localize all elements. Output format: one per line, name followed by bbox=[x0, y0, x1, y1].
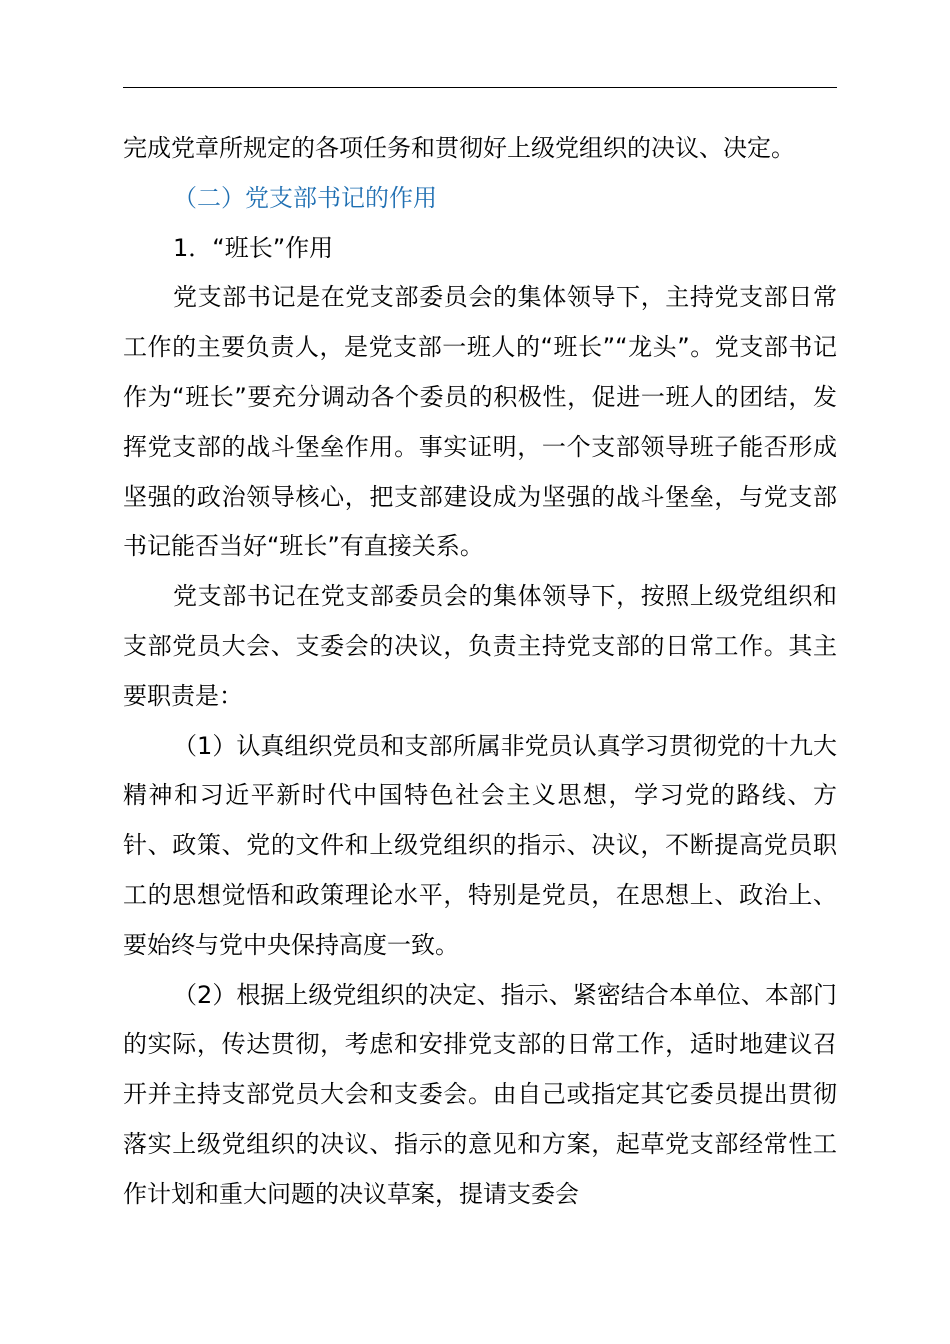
paragraph: 党支部书记在党支部委员会的集体领导下，按照上级党组织和支部党员大会、支委会的决议，负责主持党支部的日常工作。其主要职责是： bbox=[123, 582, 837, 710]
paragraph-continuation: 完成党章所规定的各项任务和贯彻好上级党组织的决议、决定。 bbox=[123, 134, 795, 162]
document-body bbox=[123, 124, 837, 1220]
item-heading: 1．“班长”作用 bbox=[173, 233, 334, 262]
paragraph: 党支部书记是在党支部委员会的集体领导下，主持党支部日常工作的主要负责人，是党支部一班人的“班长”“龙头”。党支部书记作为“班长”要充分调动各个委员的积极性，促进一班人的团结，发挥党支部的战斗堡垒作用。事实证明，一个支部领导班子能否形成坚强的政治领导核心，把支部建设成为坚强的战斗堡垒，与党支部书记能否当好“班长”有直接关系。 bbox=[123, 283, 837, 561]
list-item-paragraph: （1）认真组织党员和支部所属非党员认真学习贯彻党的十九大精神和习近平新时代中国特色社会主义思想，学习党的路线、方针、政策、党的文件和上级党组织的指示、决议，不断提高党员职工的思想觉悟和政策理论水平，特别是党员，在思想上、政治上、要始终与党中央保持高度一致。 bbox=[123, 731, 837, 959]
header-rule bbox=[123, 87, 837, 88]
section-subheading: （二）党支部书记的作用 bbox=[173, 183, 437, 212]
list-item-paragraph: （2）根据上级党组织的决定、指示、紧密结合本单位、本部门的实际，传达贯彻，考虑和安排党支部的日常工作，适时地建议召开并主持支部党员大会和支委会。由自己或指定其它委员提出贯彻落实上级党组织的决议、指示的意见和方案，起草党支部经常性工作计划和重大问题的决议草案，提请支委会 bbox=[123, 980, 837, 1208]
